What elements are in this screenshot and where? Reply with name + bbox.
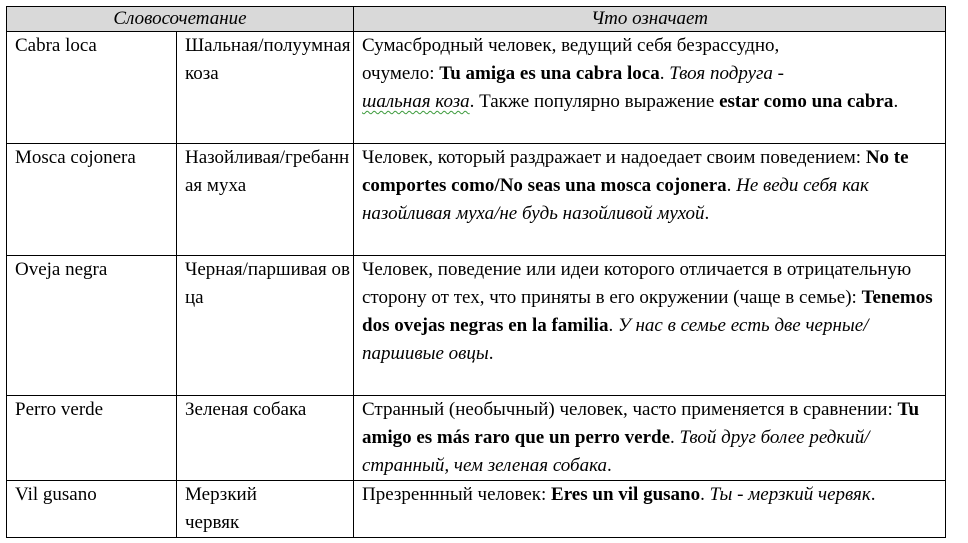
separator: . (726, 175, 737, 196)
example-ru: У нас в семье есть две черные/паршивые овцы (362, 315, 869, 364)
separator: . (670, 427, 680, 448)
translation-cell: Зеленая собака (177, 396, 354, 481)
separator: . (659, 63, 670, 84)
example-ru: Ты - мерзкий червяк (709, 484, 871, 505)
description: Сумасбродный человек, ведущий себя безрассудно, (362, 35, 780, 56)
translation-cell: Черная/паршивая овца (177, 256, 354, 396)
table-row (7, 256, 946, 396)
description-cont: очумело: (362, 63, 440, 84)
meaning-cell (354, 256, 946, 396)
meaning-cell (354, 32, 946, 144)
example-es: No te comportes como/No seas una mosca cojonera (362, 147, 909, 196)
translation-cell: Шальная/полуумная коза (177, 32, 354, 144)
meaning-cell (354, 144, 946, 256)
example-es: Tu amiga es una cabra loca (439, 63, 660, 84)
example-es: Eres un vil gusano (551, 484, 701, 505)
meaning-cell (354, 396, 946, 481)
description: Странный (необычный) человек, часто применяется в сравнении: (362, 399, 898, 420)
phrase-cell: Mosca cojonera (7, 144, 177, 256)
end-punct: . (704, 203, 710, 224)
example-ru: Твой друг более редкий/странный, чем зеленая собака (362, 427, 870, 476)
example-es: Tu amigo es más raro que un perro verde (362, 399, 920, 448)
translation-cell: Назойливая/гребанная муха (177, 144, 354, 256)
header-phrase: Словосочетание (7, 7, 354, 32)
separator: . (608, 315, 618, 336)
example-es: Tenemos dos ovejas negras en la familia (362, 287, 933, 336)
phrase-cell: Cabra loca (7, 32, 177, 144)
table-row (7, 481, 946, 538)
end-punct: . (893, 91, 899, 112)
separator: . (700, 484, 710, 505)
phrase-cell: Perro verde (7, 396, 177, 481)
meaning-cell (354, 481, 946, 538)
example-ru: Твоя подруга - (669, 63, 784, 84)
table-row (7, 396, 946, 481)
description: Человек, который раздражает и надоедает своим поведением: (362, 147, 866, 168)
example-ru: Не веди себя как назойливая муха/не будь назойливой мухой (362, 175, 869, 224)
idioms-table (6, 6, 946, 538)
example-ru-cont: шальная коза (362, 91, 470, 112)
phrase-cell: Vil gusano (7, 481, 177, 538)
table-row (7, 144, 946, 256)
note-text: . Также популярно выражение (469, 91, 720, 112)
table-row (7, 32, 946, 144)
phrase-cell: Oveja negra (7, 256, 177, 396)
translation-cell: Мерзкий червяк (177, 481, 354, 538)
end-punct: . (870, 484, 876, 505)
description: Человек, поведение или идеи которого отличается в отрицательную сторону от тех, что приняты в его окружении (чаще в семье): (362, 259, 912, 308)
header-meaning: Что означает (354, 7, 946, 32)
end-punct: . (488, 343, 494, 364)
table-header-row (7, 7, 946, 32)
extra-expression: estar como una cabra (719, 91, 894, 112)
end-punct: . (607, 455, 612, 476)
description: Презреннный человек: (362, 484, 552, 505)
